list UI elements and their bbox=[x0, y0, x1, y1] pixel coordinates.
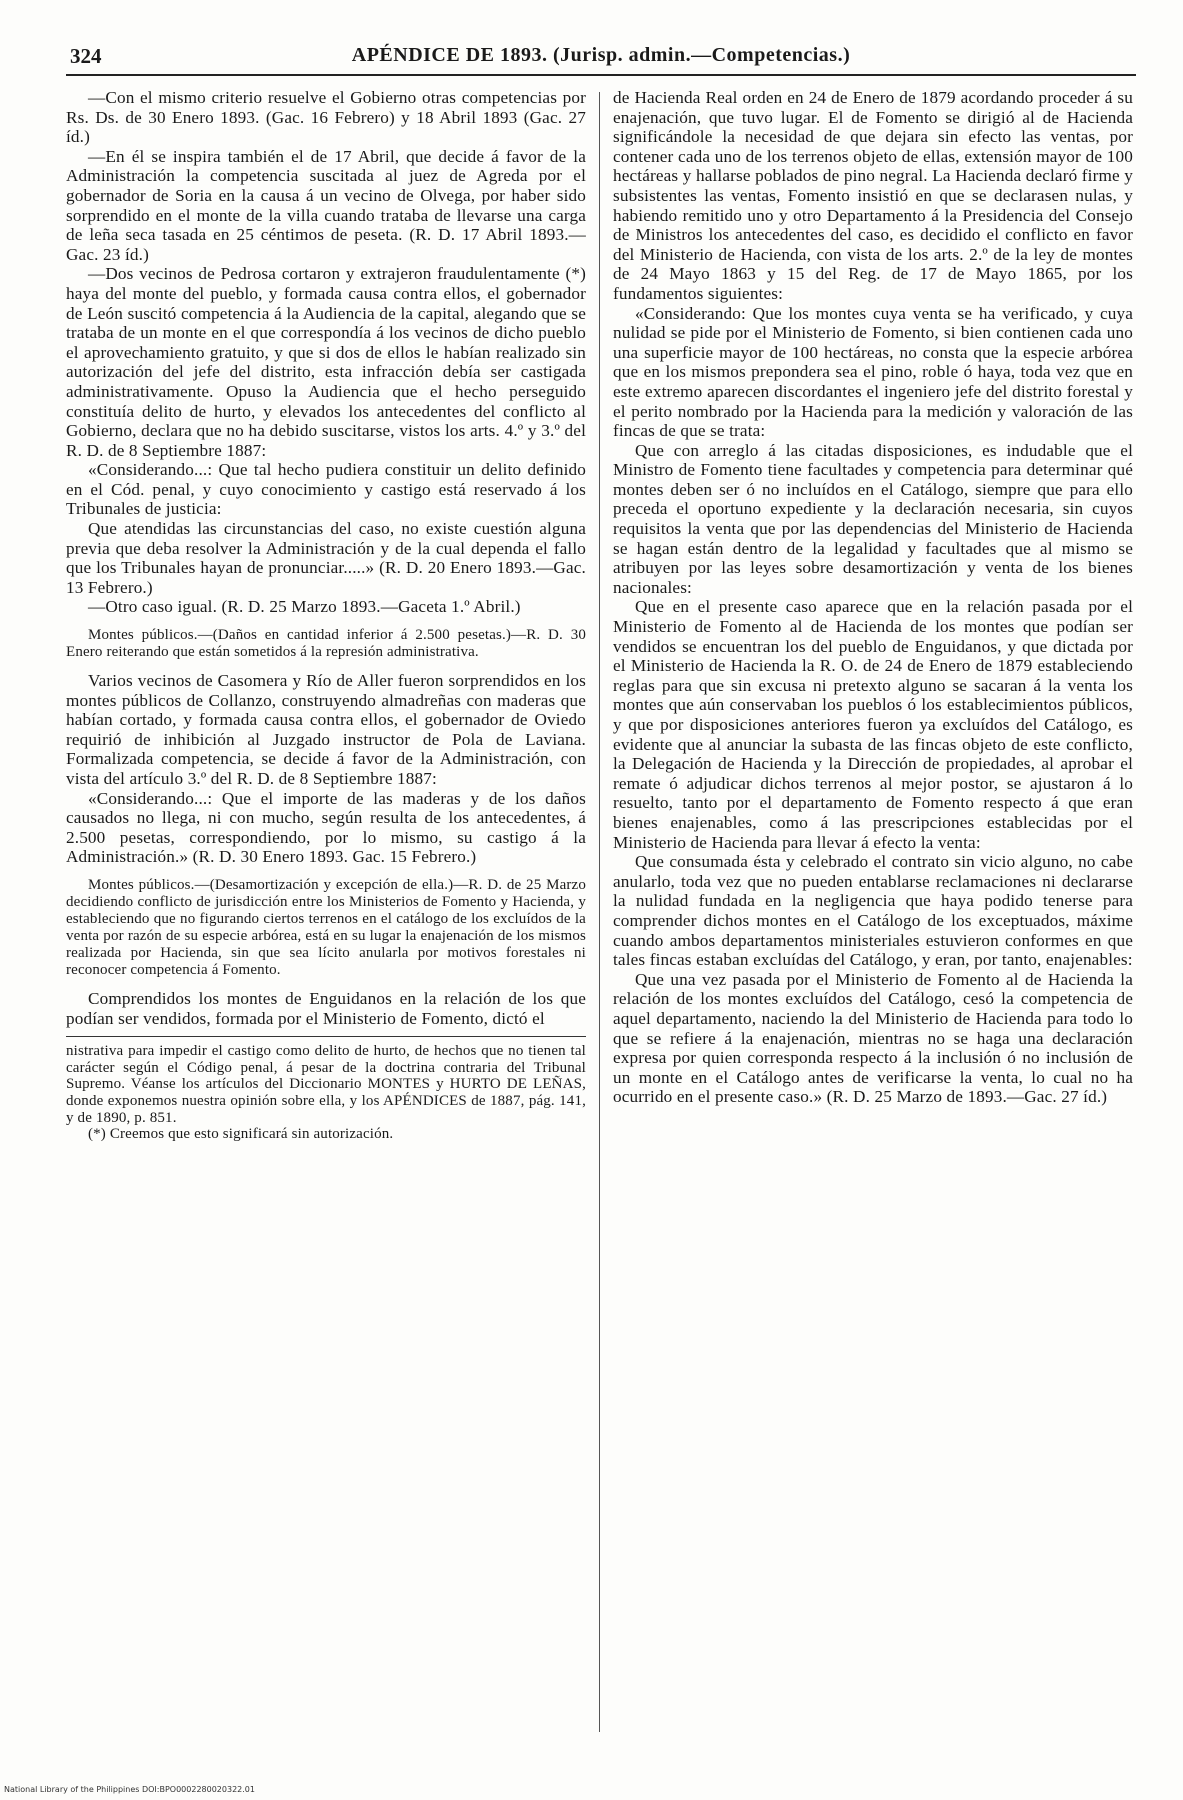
paragraph: Que en el presente caso aparece que en la relación pasada por el Ministerio de Fomento al de Hacienda de los montes que podían ser vendidos se encuentran los del pueblo de Enguidanos, y que dictada por el Ministerio de Hacienda la R. O. de 24 de Enero de 1879 estableciendo reglas para que sin excusa ni pretexto alguno se sacaran á la venta los montes que aún conservaban los pueblos ó los establecimientos públicos, y que por disposiciones anteriores fueron ya excluídos del Catálogo, es evidente que al anunciar la subasta de las fincas objeto de este conflicto, la Delegación de Hacienda y la Dirección de propiedades, al aprobar el remate ó adjudicar dichos terrenos al mejor postor, se ajustaron á lo resuelto, tanto por el departamento de Fomento respecto á que eran bienes enajenables, como á las prescripciones establecidas por el Ministerio de Hacienda para llevar á efecto la venta: bbox=[613, 597, 1133, 852]
paragraph: Que con arreglo á las citadas disposiciones, es indudable que el Ministro de Fomento tiene facultades y competencia para determinar qué montes deben ser ó no incluídos en el Catálogo, siempre que para ello preceda el oportuno expediente y la declaración necesaria, sin cuyos requisitos la venta que por las dependencias del Ministerio de Hacienda se hagan están dentro de la legalidad y facultades que al mismo se atribuyen por las leyes sobre desamortización y venta de los bienes nacionales: bbox=[613, 440, 1133, 597]
paragraph: Que una vez pasada por el Ministerio de Fomento al de Hacienda la relación de los montes excluídos del Catálogo, cesó la competencia de aquel departamento, naciendo la del Ministerio de Hacienda para todo lo que se refiere á la enajenación, mientras no se haga una declaración expresa por quien corresponda respecto á la inclusión ó no inclusión de un monte en el Catálogo antes de verificarse la venta, lo cual no ha ocurrido en el presente caso.» (R. D. 25 Marzo de 1893.—Gac. 27 íd.) bbox=[613, 969, 1133, 1107]
section-summary: Montes públicos.—(Daños en cantidad inferior á 2.500 pesetas.)—R. D. 30 Enero reiterando que están sometidos á la represión administrativa. bbox=[66, 627, 586, 661]
paragraph: Comprendidos los montes de Enguidanos en la relación de los que podían ser vendidos, formada por el Ministerio de Fomento, dictó el bbox=[66, 988, 586, 1028]
paragraph: «Considerando...: Que el importe de las maderas y de los daños causados no llega, ni con mucho, según resulta de los antecedentes, á 2.500 pesetas, correspondiendo, por lo mismo, su castigo á la Administración.» (R. D. 30 Enero 1893. Gac. 15 Febrero.) bbox=[66, 788, 586, 867]
footnote-rule bbox=[66, 1036, 586, 1037]
page-number: 324 bbox=[70, 44, 102, 68]
right-column bbox=[613, 88, 1133, 1107]
paragraph: de Hacienda Real orden en 24 de Enero de 1879 acordando proceder á su enajenación, que tuvo lugar. El de Fomento se dirigió al de Hacienda significándole la necesidad de que dejara sin efecto las ventas, por contener cada uno de los terrenos objeto de ellas, extensión mayor de 100 hectáreas y hallarse poblados de pino negral. La Hacienda declaró firme y subsistentes las ventas, Fomento insistió en que se declarasen nulas, y habiendo remitido uno y otro Departamento á la Presidencia del Consejo de Ministros los antecedentes del caso, es decidido el conflicto en favor del Ministerio de Hacienda, con vista de los arts. 2.º de la ley de montes de 24 Mayo 1863 y 15 del Reg. de 17 de Mayo 1865, por los fundamentos siguientes: bbox=[613, 88, 1133, 303]
left-column bbox=[66, 88, 586, 1143]
paragraph: «Considerando...: Que tal hecho pudiera constituir un delito definido en el Cód. penal, y cuyo conocimiento y castigo está reservado á los Tribunales de justicia: bbox=[66, 460, 586, 519]
running-header bbox=[66, 40, 1136, 76]
paragraph: —Dos vecinos de Pedrosa cortaron y extrajeron fraudulentamente (*) haya del monte del pueblo, y formada causa contra ellos, el gobernador de León suscitó competencia á la Audiencia de la capital, alegando que se trataba de un monte en el que correspondía á los vecinos de dicho pueblo el aprovechamiento gratuito, y que si dos de ellos le habían realizado sin autorización del jefe del distrito, esta infracción debía ser castigada administrativamente. Opuso la Audiencia que el hecho perseguido constituía delito de hurto, y elevados los antecedentes del conflicto al Gobierno, declara que no ha debido suscitarse, vistos los arts. 4.º y 3.º del R. D. de 8 Septiembre 1887: bbox=[66, 264, 586, 460]
paragraph: Que atendidas las circunstancias del caso, no existe cuestión alguna previa que deba resolver la Administración y de la cual dependa el fallo que los Tribunales hayan de pronunciar.....» (R. D. 20 Enero 1893.—Gac. 13 Febrero.) bbox=[66, 519, 586, 597]
section-summary: Montes públicos.—(Desamortización y excepción de ella.)—R. D. de 25 Marzo decidiendo conflicto de jurisdicción entre los Ministerios de Fomento y Hacienda, y estableciendo que no figurando ciertos terrenos en el catálogo de los excluídos de la venta por razón de su especie arbórea, está en su lugar la enajenación de los mismos realizada por Hacienda, sin que sea lícito anularla por motivos forestales ni reconocer competencia á Fomento. bbox=[66, 876, 586, 978]
paragraph: —En él se inspira también el de 17 Abril, que decide á favor de la Administración la competencia suscitada al juez de Agreda por el gobernador de Soria en la causa á un vecino de Olvega, por haber sido sorprendido en el monte de la villa cuando trataba de llevarse una carga de leña seca tasada en 25 céntimos de peseta. (R. D. 17 Abril 1893.—Gac. 23 íd.) bbox=[66, 146, 586, 264]
column-divider bbox=[599, 92, 600, 1732]
scan-credit: National Library of the Philippines DOI:BPO0002280020322.01 bbox=[4, 1785, 255, 1794]
running-title: APÉNDICE DE 1893. (Jurisp. admin.—Competencias.) bbox=[351, 44, 851, 66]
footnote: nistrativa para impedir el castigo como delito de hurto, de hechos que no tienen tal carácter según el Código penal, á pesar de la doctrina contraria del Tribunal Supremo. Véanse los artículos del Diccionario MONTES y HURTO DE LEÑAS, donde exponemos nuestra opinión sobre ella, y los APÉNDICES de 1887, pág. 141, y de 1890, p. 851. bbox=[66, 1043, 586, 1126]
footnote: (*) Creemos que esto significará sin autorización. bbox=[88, 1126, 394, 1143]
paragraph: Varios vecinos de Casomera y Río de Aller fueron sorprendidos en los montes públicos de Collanzo, construyendo almadreñas con maderas que habían cortado, y formada causa contra ellos, el gobernador de Oviedo requirió de inhibición al Juzgado instructor de Pola de Laviana. Formalizada competencia, se decide á favor de la Administración, con vista del artículo 3.º del R. D. de 8 Septiembre 1887: bbox=[66, 671, 586, 788]
paragraph: —Otro caso igual. (R. D. 25 Marzo 1893.—Gaceta 1.º Abril.) bbox=[88, 597, 521, 617]
paragraph: «Considerando: Que los montes cuya venta se ha verificado, y cuya nulidad se pide por el Ministerio de Fomento, si bien contienen cada uno una superficie mayor de 100 hectáreas, no consta que la especie arbórea que en los mismos prepondera sea el pino, roble ó haya, toda vez que en este extremo aparecen discordantes el ingeniero jefe del distrito forestal y el perito nombrado por la Hacienda para la medición y valoración de las fincas de que se trata: bbox=[613, 303, 1133, 441]
paragraph: —Con el mismo criterio resuelve el Gobierno otras competencias por Rs. Ds. de 30 Enero 1893. (Gac. 16 Febrero) y 18 Abril 1893 (Gac. 27 íd.) bbox=[66, 88, 586, 147]
paragraph: Que consumada ésta y celebrado el contrato sin vicio alguno, no cabe anularlo, toda vez que no pueden entablarse reclamaciones ni declararse la nulidad fundada en la negligencia que haya podido tenerse para comprender dichos montes en el Catálogo de los exceptuados, máxime cuando ambos departamentos ministeriales estuvieron conformes en que tales fincas estaban excluídas del Catálogo, y eran, por tanto, enajenables: bbox=[613, 852, 1133, 970]
